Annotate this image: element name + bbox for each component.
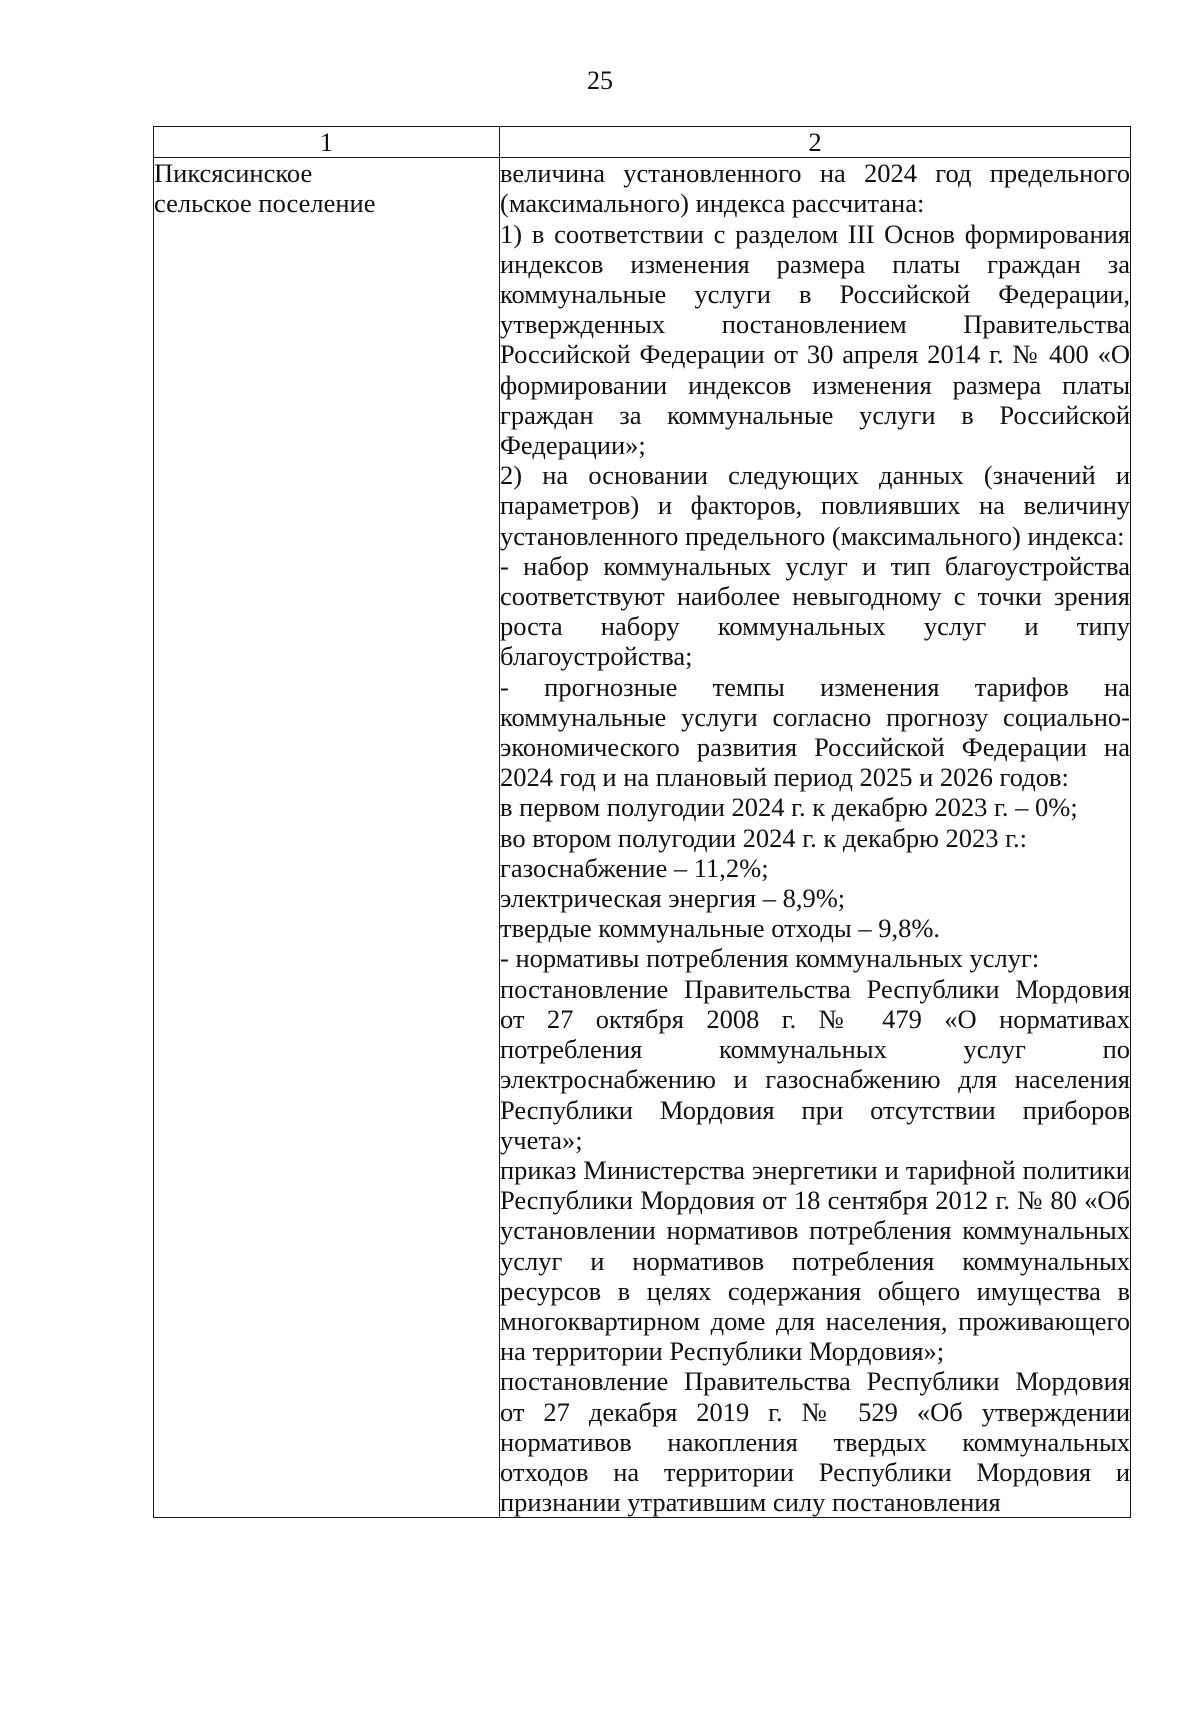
paragraph: постановление Правительства Республики Мордовия от 27 декабря 2019 г. № 529 «Об утверждении нормативов накопления твердых коммунальных отходов на территории Республики Мордовия и признании утратившим силу постановления: [500, 1366, 1130, 1518]
paragraph: - нормативы потребления коммунальных услуг:: [500, 943, 1040, 974]
paragraph: в первом полугодии 2024 г. к декабрю 2023 г. – 0%;: [500, 792, 1078, 823]
paragraph: - прогнозные темпы изменения тарифов на коммунальные услуги согласно прогнозу социально-экономического развития Российской Федерации на 2024 год и на плановый период 2025 и 2026 годов:: [500, 671, 1130, 793]
paragraph: электрическая энергия – 8,9%;: [500, 883, 846, 914]
paragraph: величина установленного на 2024 год предельного (максимального) индекса рассчитана:: [500, 158, 1130, 219]
paragraph: 1) в соответствии с разделом III Основ формирования индексов изменения размера платы граждан за коммунальные услуги в Российской Федерации, утвержденных постановлением Правительства Российской Федерации от 30 апреля 2014 г. № 400 «О формировании индексов изменения размера платы граждан за коммунальные услуги в Российской Федерации»;: [500, 218, 1130, 461]
settlement-name-line: Пиксясинское: [154, 158, 313, 189]
index-description-cell: [500, 158, 1131, 1518]
page-number: 25: [587, 66, 613, 95]
table-header-row: [154, 127, 1131, 158]
document-table: [153, 126, 1131, 1518]
settlement-name-cell: [154, 158, 500, 1518]
paragraph: постановление Правительства Республики Мордовия от 27 октября 2008 г. № 479 «О нормативах потребления коммунальных услуг по электроснабжению и газоснабжению для населения Республики Мордовия при отсутствии приборов учета»;: [500, 973, 1130, 1155]
column-header-1: 1: [154, 127, 500, 158]
table-row: [154, 158, 1131, 1518]
paragraph: газоснабжение – 11,2%;: [500, 852, 769, 883]
column-header-2: 2: [500, 127, 1131, 158]
paragraph: - набор коммунальных услуг и тип благоустройства соответствуют наиболее невыгодному с точки зрения роста набору коммунальных услуг и типу благоустройства;: [500, 550, 1130, 672]
settlement-name-line: сельское поселение: [154, 188, 376, 219]
paragraph: твердые коммунальные отходы – 9,8%.: [500, 913, 941, 944]
paragraph: во втором полугодии 2024 г. к декабрю 2023 г.:: [500, 822, 1028, 853]
paragraph: приказ Министерства энергетики и тарифной политики Республики Мордовия от 18 сентября 2012 г. № 80 «Об установлении нормативов потребления коммунальных услуг и нормативов потребления коммунальных ресурсов в целях содержания общего имущества в многоквартирном доме для населения, проживающего на территории Республики Мордовия»;: [500, 1154, 1130, 1367]
paragraph: 2) на основании следующих данных (значений и параметров) и факторов, повлиявших на величину установленного предельного (максимального) индекса:: [500, 460, 1130, 551]
